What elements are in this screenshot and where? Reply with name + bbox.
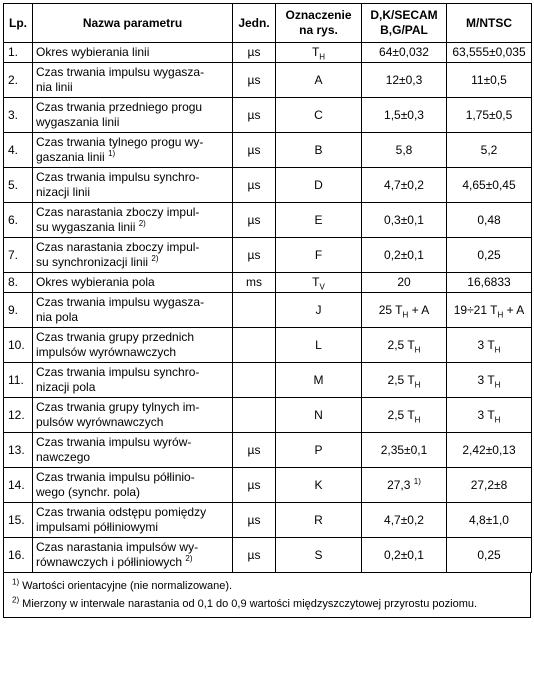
secam-pal-tail: + A xyxy=(408,302,430,317)
parameter-name xyxy=(33,363,233,398)
ntsc-subscript: H xyxy=(494,414,501,424)
secam-pal-main: 5,8 xyxy=(395,142,413,157)
secam-pal-value xyxy=(362,503,447,538)
secam-pal-subscript: H xyxy=(414,379,421,389)
parameter-name-line: Czas narastania zboczy impul- xyxy=(36,240,200,254)
table-row xyxy=(4,538,532,573)
row-number: 14. xyxy=(4,468,33,503)
footnote-2-mark: 2) xyxy=(12,595,20,605)
parameter-name xyxy=(33,398,233,433)
table-row xyxy=(4,293,532,328)
row-number: 7. xyxy=(4,238,33,273)
secam-pal-value xyxy=(362,43,447,63)
secam-pal-value xyxy=(362,293,447,328)
unit-cell: µs xyxy=(233,63,276,98)
symbol-cell xyxy=(276,63,362,98)
secam-pal-main: 27,3 xyxy=(387,477,411,492)
table-row xyxy=(4,363,532,398)
footnote-ref: 2) xyxy=(151,254,159,263)
secam-pal-subscript: H xyxy=(414,414,421,424)
secam-pal-value xyxy=(362,273,447,293)
ntsc-subscript: H xyxy=(494,344,501,354)
symbol-value: A xyxy=(314,72,323,87)
parameter-name-line: impulsów wyrównawczych xyxy=(36,345,177,359)
parameter-table-container xyxy=(3,3,531,618)
symbol-cell xyxy=(276,328,362,363)
secam-pal-value xyxy=(362,203,447,238)
parameter-name-line: Czas trwania odstępu pomiędzy xyxy=(36,505,207,519)
symbol-cell xyxy=(276,133,362,168)
unit-cell: µs xyxy=(233,538,276,573)
ntsc-main: 4,65±0,45 xyxy=(462,177,516,192)
parameter-name-line: Czas trwania impulsu synchro- xyxy=(36,365,200,379)
secam-pal-main: 64±0,032 xyxy=(379,45,429,59)
footnote-1 xyxy=(12,577,530,595)
ntsc-subscript: H xyxy=(494,379,501,389)
ntsc-main: 11±0,5 xyxy=(471,72,507,87)
row-number: 1. xyxy=(4,43,33,63)
parameter-name xyxy=(33,63,233,98)
footnotes xyxy=(3,573,531,618)
table-row xyxy=(4,503,532,538)
symbol-value: M xyxy=(313,372,324,387)
ntsc-main: 0,48 xyxy=(477,212,501,227)
secam-pal-main: 20 xyxy=(397,275,411,289)
parameter-name xyxy=(33,203,233,238)
parameter-name-line: nia pola xyxy=(36,310,79,324)
parameter-name-line: Czas trwania grupy przednich xyxy=(36,330,195,344)
secam-pal-main: 2,5 T xyxy=(387,337,415,352)
ntsc-value xyxy=(447,468,532,503)
symbol-cell xyxy=(276,468,362,503)
unit-cell: µs xyxy=(233,203,276,238)
secam-pal-value xyxy=(362,538,447,573)
ntsc-value xyxy=(447,538,532,573)
ntsc-main: 4,8±1,0 xyxy=(469,512,509,527)
row-number: 13. xyxy=(4,433,33,468)
symbol-cell xyxy=(276,168,362,203)
parameter-name-line: Czas trwania grupy tylnych im- xyxy=(36,400,200,414)
secam-pal-value xyxy=(362,168,447,203)
row-number: 4. xyxy=(4,133,33,168)
secam-pal-subscript: H xyxy=(402,309,409,319)
parameter-name-line: impulsami półliniowymi xyxy=(36,520,159,534)
symbol-value: R xyxy=(314,512,323,527)
footnote-1-mark: 1) xyxy=(12,577,20,587)
parameter-name xyxy=(33,133,233,168)
unit-cell: µs xyxy=(233,168,276,203)
symbol-cell xyxy=(276,43,362,63)
ntsc-value xyxy=(447,293,532,328)
unit-cell: µs xyxy=(233,98,276,133)
ntsc-value xyxy=(447,503,532,538)
symbol-value: T xyxy=(312,275,320,289)
parameter-name-line: równawczych i półliniowych xyxy=(36,555,183,569)
table-row xyxy=(4,203,532,238)
unit-cell xyxy=(233,363,276,398)
table-row xyxy=(4,468,532,503)
parameter-name-line: Czas trwania impulsu wygasza- xyxy=(36,295,205,309)
header-name: Nazwa parametru xyxy=(33,4,233,43)
ntsc-main: 0,25 xyxy=(477,247,501,262)
footnote-ref: 2) xyxy=(185,554,193,563)
symbol-cell xyxy=(276,538,362,573)
secam-pal-main: 4,7±0,2 xyxy=(384,177,424,192)
unit-cell xyxy=(233,398,276,433)
ntsc-main: 19÷21 T xyxy=(453,302,498,317)
secam-pal-value xyxy=(362,133,447,168)
row-number: 5. xyxy=(4,168,33,203)
parameter-name-line: nia linii xyxy=(36,80,73,94)
row-number: 8. xyxy=(4,273,33,293)
secam-pal-subscript: H xyxy=(414,344,421,354)
header-symbol-line2: na rys. xyxy=(299,23,338,37)
table-row xyxy=(4,433,532,468)
parameter-name-line: gaszania linii xyxy=(36,150,105,164)
symbol-subscript: V xyxy=(319,282,325,292)
footnote-1-text: Wartości orientacyjne (nie normalizowane). xyxy=(19,580,233,592)
unit-cell: µs xyxy=(233,43,276,63)
secam-pal-value xyxy=(362,63,447,98)
ntsc-value xyxy=(447,273,532,293)
table-row xyxy=(4,273,532,293)
parameter-name-line: nizacji linii xyxy=(36,185,91,199)
symbol-cell xyxy=(276,433,362,468)
parameter-name xyxy=(33,168,233,203)
ntsc-value xyxy=(447,133,532,168)
symbol-value: P xyxy=(314,442,323,457)
ntsc-value xyxy=(447,398,532,433)
symbol-value: F xyxy=(314,247,323,262)
row-number: 9. xyxy=(4,293,33,328)
secam-pal-value xyxy=(362,363,447,398)
symbol-cell xyxy=(276,98,362,133)
symbol-subscript: H xyxy=(319,52,326,62)
ntsc-main: 1,75±0,5 xyxy=(465,107,513,122)
parameter-name-line: su wygaszania linii xyxy=(36,220,136,234)
ntsc-main: 3 T xyxy=(477,372,495,387)
parameter-name xyxy=(33,43,233,63)
secam-pal-main: 2,35±0,1 xyxy=(380,442,428,457)
secam-pal-value xyxy=(362,468,447,503)
header-row xyxy=(4,4,532,43)
unit-cell xyxy=(233,328,276,363)
parameter-name xyxy=(33,238,233,273)
secam-pal-main: 4,7±0,2 xyxy=(384,512,424,527)
header-symbol-line1: Oznaczenie xyxy=(285,8,352,22)
secam-pal-value xyxy=(362,98,447,133)
table-row xyxy=(4,43,532,63)
ntsc-main: 5,2 xyxy=(480,142,498,157)
table-row xyxy=(4,398,532,433)
row-number: 16. xyxy=(4,538,33,573)
table-row xyxy=(4,98,532,133)
parameter-name xyxy=(33,468,233,503)
row-number: 11. xyxy=(4,363,33,398)
secam-pal-value xyxy=(362,433,447,468)
symbol-cell xyxy=(276,273,362,293)
unit-cell: µs xyxy=(233,503,276,538)
parameter-name-line: Czas trwania impulsu synchro- xyxy=(36,170,200,184)
symbol-value: N xyxy=(314,407,323,422)
ntsc-main: 27,2±8 xyxy=(470,477,508,492)
unit-cell: µs xyxy=(233,238,276,273)
secam-pal-main: 2,5 T xyxy=(387,372,415,387)
ntsc-main: 2,42±0,13 xyxy=(462,442,516,457)
symbol-cell xyxy=(276,203,362,238)
footnote-2-text: Mierzony w interwale narastania od 0,1 do 0,9 wartości międzyszczytowej przyrostu poziomu. xyxy=(19,598,478,610)
parameter-name xyxy=(33,503,233,538)
parameter-name-line: wygaszania linii xyxy=(36,115,120,129)
symbol-value: E xyxy=(314,212,323,227)
parameter-name-line: Okres wybierania pola xyxy=(36,275,155,289)
table-row xyxy=(4,63,532,98)
header-secam-pal xyxy=(362,4,447,43)
parameter-name xyxy=(33,98,233,133)
parameter-name xyxy=(33,273,233,293)
ntsc-tail: + A xyxy=(503,302,525,317)
ntsc-value xyxy=(447,43,532,63)
secam-pal-main: 1,5±0,3 xyxy=(384,107,424,122)
unit-cell: µs xyxy=(233,133,276,168)
ntsc-main: 3 T xyxy=(477,337,495,352)
symbol-cell xyxy=(276,503,362,538)
parameter-name xyxy=(33,293,233,328)
symbol-value: C xyxy=(314,107,323,122)
footnote-ref: 1) xyxy=(413,476,421,486)
ntsc-main: 16,6833 xyxy=(467,275,511,289)
table-row xyxy=(4,328,532,363)
row-number: 2. xyxy=(4,63,33,98)
symbol-value: T xyxy=(311,45,320,59)
ntsc-value xyxy=(447,433,532,468)
secam-pal-main: 0,2±0,1 xyxy=(384,247,424,262)
header-lp: Lp. xyxy=(4,4,33,43)
table-row xyxy=(4,168,532,203)
unit-cell: ms xyxy=(233,273,276,293)
secam-pal-main: 2,5 T xyxy=(387,407,415,422)
header-unit: Jedn. xyxy=(233,4,276,43)
parameter-name-line: Czas trwania tylnego progu wy- xyxy=(36,135,204,149)
parameter-name xyxy=(33,328,233,363)
parameter-name-line: pulsów wyrównawczych xyxy=(36,415,164,429)
ntsc-subscript: H xyxy=(497,309,504,319)
symbol-cell xyxy=(276,238,362,273)
parameter-name-line: Czas trwania impulsu półlinio- xyxy=(36,470,195,484)
secam-pal-main: 25 T xyxy=(378,302,403,317)
parameter-name-line: Czas narastania impulsów wy- xyxy=(36,540,199,554)
symbol-value: J xyxy=(315,302,322,317)
header-secam-line: D,K/SECAM xyxy=(370,8,438,22)
parameter-name-line: Okres wybierania linii xyxy=(36,45,150,59)
table-body xyxy=(4,43,532,573)
table-row xyxy=(4,238,532,273)
symbol-cell xyxy=(276,363,362,398)
symbol-value: B xyxy=(314,142,323,157)
row-number: 12. xyxy=(4,398,33,433)
parameter-name-line: Czas trwania impulsu wyrów- xyxy=(36,435,192,449)
ntsc-value xyxy=(447,168,532,203)
parameter-table xyxy=(3,3,532,573)
header-pal-line: B,G/PAL xyxy=(380,23,428,37)
secam-pal-value xyxy=(362,328,447,363)
symbol-cell xyxy=(276,293,362,328)
unit-cell: µs xyxy=(233,433,276,468)
parameter-name-line: Czas trwania przedniego progu xyxy=(36,100,203,114)
row-number: 15. xyxy=(4,503,33,538)
ntsc-value xyxy=(447,363,532,398)
footnote-2 xyxy=(12,595,530,613)
symbol-cell xyxy=(276,398,362,433)
footnote-ref: 2) xyxy=(138,219,146,228)
secam-pal-main: 0,3±0,1 xyxy=(384,212,424,227)
ntsc-main: 63,555±0,035 xyxy=(452,45,526,59)
ntsc-value xyxy=(447,98,532,133)
ntsc-value xyxy=(447,63,532,98)
parameter-name-line: su synchronizacji linii xyxy=(36,255,149,269)
header-symbol xyxy=(276,4,362,43)
parameter-name-line: nizacji pola xyxy=(36,380,96,394)
ntsc-value xyxy=(447,203,532,238)
secam-pal-main: 12±0,3 xyxy=(385,72,423,87)
secam-pal-main: 0,2±0,1 xyxy=(384,547,424,562)
row-number: 10. xyxy=(4,328,33,363)
table-row xyxy=(4,133,532,168)
row-number: 3. xyxy=(4,98,33,133)
row-number: 6. xyxy=(4,203,33,238)
parameter-name-line: Czas trwania impulsu wygasza- xyxy=(36,65,205,79)
symbol-value: D xyxy=(314,177,323,192)
unit-cell: µs xyxy=(233,468,276,503)
parameter-name-line: nawczego xyxy=(36,450,91,464)
symbol-value: K xyxy=(314,477,323,492)
footnote-ref: 1) xyxy=(108,149,116,158)
ntsc-value xyxy=(447,328,532,363)
parameter-name xyxy=(33,538,233,573)
parameter-name xyxy=(33,433,233,468)
ntsc-main: 3 T xyxy=(477,407,495,422)
parameter-name-line: Czas narastania zboczy impul- xyxy=(36,205,200,219)
symbol-value: S xyxy=(314,547,323,562)
parameter-name-line: wego (synchr. pola) xyxy=(36,485,141,499)
ntsc-main: 0,25 xyxy=(477,547,501,562)
secam-pal-value xyxy=(362,238,447,273)
unit-cell xyxy=(233,293,276,328)
secam-pal-value xyxy=(362,398,447,433)
ntsc-value xyxy=(447,238,532,273)
symbol-value: L xyxy=(315,337,322,352)
header-ntsc: M/NTSC xyxy=(447,4,532,43)
